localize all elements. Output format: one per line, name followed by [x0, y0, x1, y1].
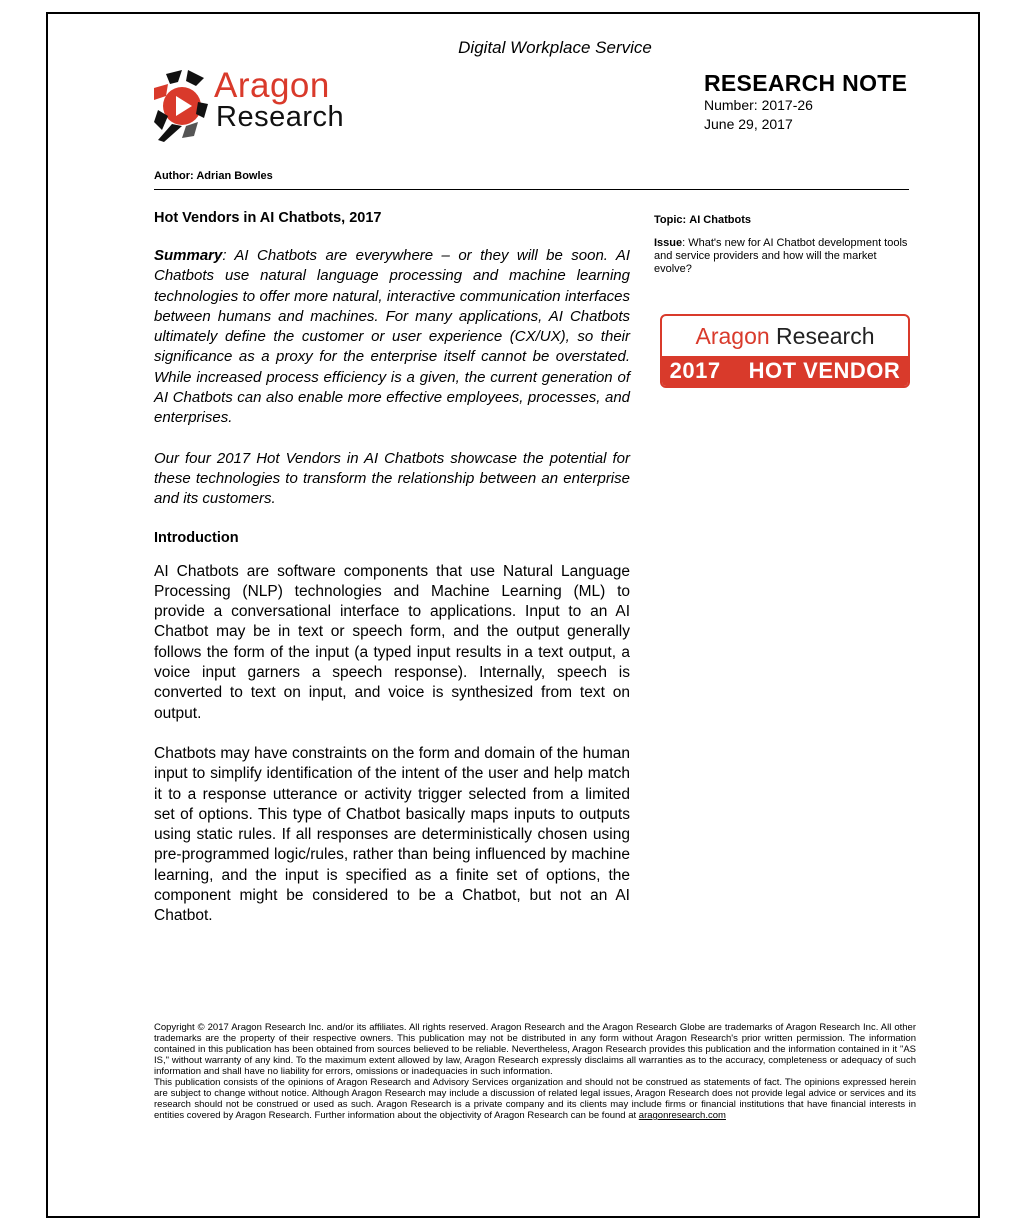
logo-text-aragon: Aragon [214, 66, 330, 105]
header-divider [154, 189, 909, 190]
aragon-logo [152, 66, 392, 146]
topic-line [654, 214, 914, 226]
service-name: Digital Workplace Service [458, 38, 652, 57]
main-column [154, 210, 630, 947]
introduction-heading: Introduction [154, 529, 239, 546]
research-note-title: RESEARCH NOTE [704, 70, 908, 96]
issue-text: : What's new for AI Chatbot development tools and service providers and how will the market evolve? [654, 237, 908, 275]
research-note-date: June 29, 2017 [704, 116, 793, 132]
issue-label: Issue [654, 237, 683, 249]
introduction-paragraph-1: AI Chatbots are software components that use Natural Language Processing (NLP) technologies and Machine Learning (ML) to provide a conversational interface to applications. Input to an AI Chatbot may be in text or speech form, and the output generally follows the form of the input (a typed input results in a text output, a voice input garners a speech response). Internally, speech is converted to text on input, and voice is synthesized from text on output. [154, 562, 630, 722]
summary-label: Summary [154, 247, 223, 264]
hot-vendor-badge [660, 314, 910, 388]
topic-value: AI Chatbots [689, 214, 751, 226]
aragon-globe-play-icon [152, 70, 210, 142]
document-page [46, 12, 980, 1218]
badge-brand-aragon: Aragon [695, 323, 770, 349]
hot-vendors-paragraph: Our four 2017 Hot Vendors in AI Chatbots showcase the potential for these technologies to transform the relationship between an enterprise and its customers. [154, 449, 630, 508]
author-line: Author: Adrian Bowles [154, 170, 273, 182]
research-note-number: Number: 2017-26 [704, 97, 813, 113]
sidebar [654, 214, 914, 383]
aragonresearch-link[interactable]: aragonresearch.com [638, 1110, 726, 1121]
badge-banner [662, 356, 908, 386]
badge-brand-research: Research [769, 323, 875, 349]
badge-year: 2017 [669, 358, 721, 383]
topic-label: Topic: [654, 214, 687, 226]
copyright-notice: Copyright © 2017 Aragon Research Inc. and/or its affiliates. All rights reserved. Aragon Research and the Aragon Research Globe are trademarks of Aragon Research Inc. All other trademarks are the property of their respective owners. This publication may not be distributed in any form without Aragon Research's prior written permission. The information contained in this publication has been obtained from sources believed to be reliable. Nevertheless, Aragon Research provides this publication and the information contained in it "AS IS," without warranty of any kind. To the maximum extent allowed by law, Aragon Research expressly disclaims all warranties as to the accuracy, completeness or adequacy of such information and shall have no liability for errors, omissions or inadequacies in such information. [154, 1022, 916, 1077]
issue-line [654, 237, 912, 276]
summary-paragraph [154, 246, 630, 429]
document-title: Hot Vendors in AI Chatbots, 2017 [154, 210, 382, 226]
badge-brand [662, 316, 908, 356]
opinions-text: This publication consists of the opinions of Aragon Research and Advisory Services organization and should not be construed as statements of fact. The opinions expressed herein are subject to change without notice. Although Aragon Research may include a discussion of related legal issues, Aragon Research does not provide legal advice or services and its research should not be construed or used as such. Aragon Research is a private company and its clients may include firms or financial institutions that have financial interests in entities covered by Aragon Research. Further information about the objectivity of Aragon Research can be found at [154, 1077, 916, 1121]
opinions-notice [154, 1077, 916, 1121]
badge-label: HOT VENDOR [748, 358, 901, 383]
introduction-paragraph-2: Chatbots may have constraints on the form and domain of the human input to simplify identification of the intent of the user and help match it to a response utterance or activity trigger selected from a limited set of options. This type of Chatbot basically maps inputs to outputs using static rules. If all responses are deterministically chosen using pre-programmed logic/rules, rather than being influenced by machine learning, and the input is specified as a finite set of options, the component might be considered to be a Chatbot, but not an AI Chatbot. [154, 744, 630, 925]
summary-text: : AI Chatbots are everywhere – or they will be soon. AI Chatbots use natural language processing and machine learning technologies to offer more natural, interactive communication interfaces between humans and machines. For many applications, AI Chatbots ultimately define the customer or user experience (CX/UX), so their significance as a proxy for the enterprise itself cannot be overstated. While increased process efficiency is a given, the current generation of AI Chatbots can also enable more effective employees, processes, and enterprises. [154, 247, 630, 427]
footer-legal [154, 1022, 916, 1121]
logo-text-research: Research [216, 101, 345, 133]
